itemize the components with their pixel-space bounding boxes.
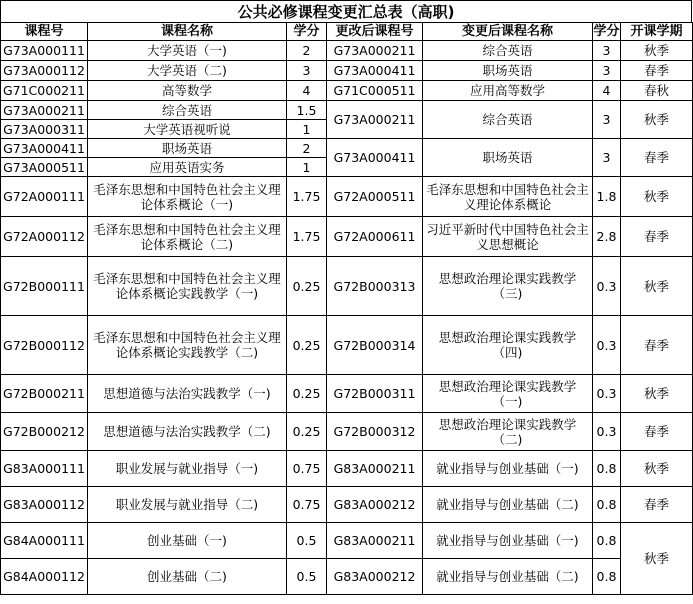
table-row bbox=[1, 177, 693, 217]
table-row bbox=[1, 257, 693, 316]
table-row bbox=[1, 81, 693, 101]
course-name: 创业基础（一) bbox=[88, 523, 287, 559]
course-code: G73A000511 bbox=[1, 158, 88, 177]
course-credit: 1.5 bbox=[287, 101, 327, 120]
new-course-code: G73A000411 bbox=[327, 61, 423, 81]
new-course-name: 思想政治理论课实践教学（三) bbox=[423, 257, 593, 316]
table-row bbox=[1, 41, 693, 61]
new-course-credit: 0.3 bbox=[593, 316, 621, 375]
course-code: G73A000411 bbox=[1, 139, 88, 158]
term: 秋季 bbox=[621, 101, 693, 139]
course-credit: 4 bbox=[287, 81, 327, 101]
table-row bbox=[1, 375, 693, 413]
new-course-name: 职场英语 bbox=[423, 61, 593, 81]
new-course-credit: 0.3 bbox=[593, 257, 621, 316]
term: 春季 bbox=[621, 217, 693, 257]
table-row bbox=[1, 559, 693, 595]
col-header-new-credit: 学分 bbox=[593, 24, 620, 39]
header-row bbox=[1, 23, 693, 41]
course-code: G73A000112 bbox=[1, 61, 88, 81]
course-name: 毛泽东思想和中国特色社会主义理论体系概论（一) bbox=[88, 177, 287, 217]
term: 秋季 bbox=[621, 451, 693, 487]
course-name: 大学英语视听说 bbox=[88, 120, 287, 139]
course-code: G71C000211 bbox=[1, 81, 88, 101]
new-course-code: G83A000211 bbox=[327, 523, 423, 559]
new-course-code: G71C000511 bbox=[327, 81, 423, 101]
new-course-name: 综合英语 bbox=[423, 41, 593, 61]
new-course-credit: 0.8 bbox=[593, 487, 621, 523]
course-credit: 0.25 bbox=[287, 375, 327, 413]
col-header-name: 课程名称 bbox=[88, 23, 287, 41]
term: 春季 bbox=[621, 139, 693, 177]
table-row bbox=[1, 61, 693, 81]
term: 春秋 bbox=[621, 81, 693, 101]
new-course-code: G83A000212 bbox=[327, 559, 423, 595]
table-row bbox=[1, 139, 693, 158]
new-course-credit: 2.8 bbox=[593, 217, 621, 257]
course-code: G73A000211 bbox=[1, 101, 88, 120]
new-course-code: G72A000511 bbox=[327, 177, 423, 217]
course-name: 创业基础（二) bbox=[88, 559, 287, 595]
course-code: G73A000111 bbox=[1, 41, 88, 61]
course-name: 大学英语（二) bbox=[88, 61, 287, 81]
new-course-code: G72B000314 bbox=[327, 316, 423, 375]
new-course-name: 就业指导与创业基础（二) bbox=[423, 559, 593, 595]
term: 春季 bbox=[621, 61, 693, 81]
new-course-name: 职场英语 bbox=[423, 139, 593, 177]
new-course-code: G73A000211 bbox=[327, 101, 423, 139]
term: 秋季 bbox=[621, 177, 693, 217]
course-code: G72A000112 bbox=[1, 217, 88, 257]
course-change-table bbox=[0, 22, 693, 595]
course-name: 毛泽东思想和中国特色社会主义理论体系概论实践教学（二) bbox=[88, 316, 287, 375]
new-course-name: 思想政治理论课实践教学（一) bbox=[423, 375, 593, 413]
course-name: 职场英语 bbox=[88, 139, 287, 158]
new-course-credit: 0.8 bbox=[593, 559, 621, 595]
course-code: G73A000311 bbox=[1, 120, 88, 139]
col-header-term: 开课学期 bbox=[621, 23, 693, 41]
table-row bbox=[1, 451, 693, 487]
new-course-code: G83A000211 bbox=[327, 451, 423, 487]
table-row bbox=[1, 487, 693, 523]
term: 秋季 bbox=[621, 41, 693, 61]
table-row bbox=[1, 523, 693, 559]
new-course-name: 综合英语 bbox=[423, 101, 593, 139]
course-name: 职业发展与就业指导（一) bbox=[88, 451, 287, 487]
new-course-credit: 0.3 bbox=[593, 375, 621, 413]
new-course-code: G83A000212 bbox=[327, 487, 423, 523]
course-name: 大学英语（一) bbox=[88, 41, 287, 61]
new-course-name: 毛泽东思想和中国特色社会主义理论体系概论 bbox=[423, 177, 593, 217]
term: 春季 bbox=[621, 487, 693, 523]
course-name: 应用英语实务 bbox=[88, 158, 287, 177]
course-credit: 1.75 bbox=[287, 177, 327, 217]
term: 秋季 bbox=[621, 375, 693, 413]
new-course-code: G72A000611 bbox=[327, 217, 423, 257]
table-row bbox=[1, 413, 693, 451]
table-row bbox=[1, 101, 693, 120]
term: 春季 bbox=[621, 316, 693, 375]
new-course-credit: 0.3 bbox=[593, 413, 621, 451]
course-code: G72B000112 bbox=[1, 316, 88, 375]
course-name: 毛泽东思想和中国特色社会主义理论体系概论实践教学（一) bbox=[88, 257, 287, 316]
course-credit: 0.5 bbox=[287, 559, 327, 595]
course-credit: 1 bbox=[287, 158, 327, 177]
course-credit: 0.25 bbox=[287, 413, 327, 451]
new-course-credit: 0.8 bbox=[593, 451, 621, 487]
course-credit: 0.75 bbox=[287, 487, 327, 523]
course-name: 高等数学 bbox=[88, 81, 287, 101]
course-credit: 2 bbox=[287, 139, 327, 158]
page-title: 公共必修课程变更汇总表（高职) bbox=[0, 0, 692, 22]
course-credit: 0.5 bbox=[287, 523, 327, 559]
new-course-name: 思想政治理论课实践教学（四) bbox=[423, 316, 593, 375]
course-credit: 1.75 bbox=[287, 217, 327, 257]
table-row bbox=[1, 217, 693, 257]
new-course-name: 就业指导与创业基础（一) bbox=[423, 523, 593, 559]
col-header-new-code: 更改后课程号 bbox=[327, 23, 423, 41]
course-credit: 0.25 bbox=[287, 257, 327, 316]
term: 秋季 bbox=[621, 257, 693, 316]
new-course-name: 习近平新时代中国特色社会主义思想概论 bbox=[423, 217, 593, 257]
new-course-credit: 0.8 bbox=[593, 523, 621, 559]
new-course-code: G72B000311 bbox=[327, 375, 423, 413]
course-credit: 1 bbox=[287, 120, 327, 139]
term: 秋季 bbox=[621, 523, 693, 595]
course-name: 思想道德与法治实践教学（一) bbox=[88, 375, 287, 413]
course-name: 职业发展与就业指导（二) bbox=[88, 487, 287, 523]
new-course-name: 就业指导与创业基础（二) bbox=[423, 487, 593, 523]
col-header-new-name: 变更后课程名称 bbox=[423, 23, 593, 41]
new-course-credit: 4 bbox=[593, 81, 621, 101]
course-code: G83A000111 bbox=[1, 451, 88, 487]
new-course-code: G73A000411 bbox=[327, 139, 423, 177]
new-course-name: 就业指导与创业基础（一) bbox=[423, 451, 593, 487]
table-row bbox=[1, 316, 693, 375]
course-code: G72B000212 bbox=[1, 413, 88, 451]
new-course-credit: 3 bbox=[593, 61, 621, 81]
course-name: 思想道德与法治实践教学（二) bbox=[88, 413, 287, 451]
course-code: G84A000111 bbox=[1, 523, 88, 559]
new-course-credit: 1.8 bbox=[593, 177, 621, 217]
new-course-name: 思想政治理论课实践教学（二) bbox=[423, 413, 593, 451]
term: 春季 bbox=[621, 413, 693, 451]
course-credit: 2 bbox=[287, 41, 327, 61]
course-code: G72B000111 bbox=[1, 257, 88, 316]
new-course-code: G72B000313 bbox=[327, 257, 423, 316]
course-code: G84A000112 bbox=[1, 559, 88, 595]
new-course-code: G72B000312 bbox=[327, 413, 423, 451]
new-course-name: 应用高等数学 bbox=[423, 81, 593, 101]
course-name: 毛泽东思想和中国特色社会主义理论体系概论（二) bbox=[88, 217, 287, 257]
new-course-credit: 3 bbox=[593, 41, 621, 61]
col-header-code: 课程号 bbox=[1, 23, 88, 41]
new-course-code: G73A000211 bbox=[327, 41, 423, 61]
course-code: G72B000211 bbox=[1, 375, 88, 413]
course-name: 综合英语 bbox=[88, 101, 287, 120]
course-credit: 0.75 bbox=[287, 451, 327, 487]
new-course-credit: 3 bbox=[593, 101, 621, 139]
course-credit: 0.25 bbox=[287, 316, 327, 375]
course-credit: 3 bbox=[287, 61, 327, 81]
new-course-credit: 3 bbox=[593, 139, 621, 177]
course-code: G72A000111 bbox=[1, 177, 88, 217]
col-header-credit: 学分 bbox=[287, 23, 327, 41]
course-code: G83A000112 bbox=[1, 487, 88, 523]
